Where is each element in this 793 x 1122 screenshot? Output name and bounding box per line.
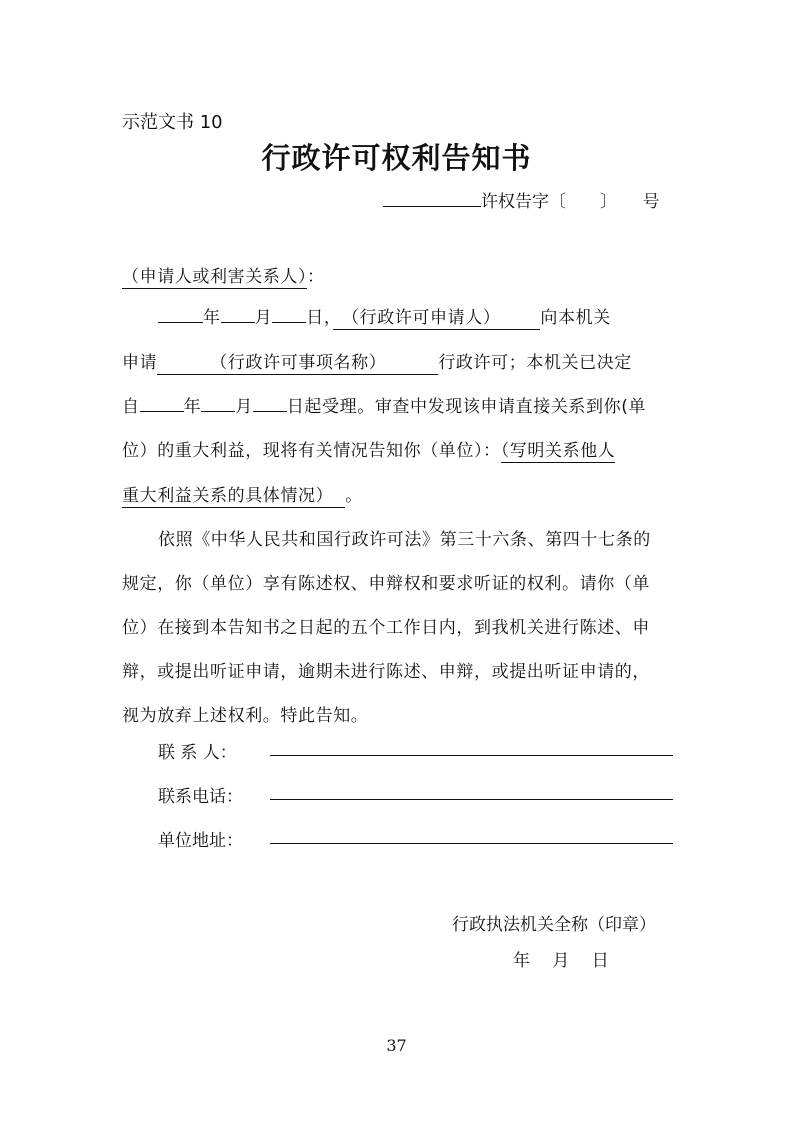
document-title: 行政许可权利告知书 bbox=[261, 141, 532, 175]
unit-address-label: 单位地址： bbox=[158, 831, 243, 851]
para1-line5 bbox=[122, 481, 363, 506]
contact-phone-label: 联系电话： bbox=[158, 787, 243, 807]
situation-field-a: （写明关系他人 bbox=[500, 441, 616, 461]
month2-label: 月 bbox=[235, 397, 253, 417]
agency-seal-line: 行政执法机关全称（印章） bbox=[452, 915, 656, 935]
para1-line4 bbox=[122, 436, 615, 461]
signoff-date: 年 月 日 bbox=[513, 951, 609, 971]
item-name-field: （行政许可事项名称） bbox=[157, 353, 438, 375]
para1-line2 bbox=[122, 348, 632, 373]
from-text: 自 bbox=[122, 397, 140, 417]
addressee-line bbox=[122, 262, 325, 287]
apply-text: 申请 bbox=[122, 353, 158, 373]
docno-blank bbox=[383, 188, 481, 207]
para1-line3 bbox=[122, 392, 646, 417]
day-blank bbox=[272, 304, 306, 323]
year2-blank bbox=[140, 393, 184, 412]
para2-line4: 辩，或提出听证申请，逾期未进行陈述、申辩，或提出听证申请的， bbox=[122, 662, 650, 682]
para2-line5: 视为放弃上述权利。特此告知。 bbox=[122, 706, 369, 726]
situation-field-b: 重大利益关系的具体情况） bbox=[122, 486, 345, 508]
addressee: （申请人或利害关系人） bbox=[122, 267, 308, 287]
contact-phone-field[interactable] bbox=[270, 799, 673, 800]
para2-line3: 位）在接到本告知书之日起的五个工作日内，到我机关进行陈述、申 bbox=[122, 618, 650, 638]
addressee-suffix: ： bbox=[307, 267, 325, 287]
contact-person-label: 联 系 人： bbox=[158, 743, 237, 763]
permit-decided-text: 行政许可；本机关已决定 bbox=[438, 353, 632, 373]
month-blank bbox=[221, 304, 255, 323]
para1-line4-text: 位）的重大利益，现将有关情况告知你（单位）： bbox=[122, 441, 501, 461]
contact-person-field[interactable] bbox=[270, 755, 673, 756]
year2-label: 年 bbox=[183, 397, 202, 417]
month2-blank bbox=[201, 393, 235, 412]
docno-text: 许权告字〔 〕 号 bbox=[481, 192, 660, 212]
para1-line1 bbox=[158, 303, 611, 328]
para1-end: 。 bbox=[345, 486, 363, 506]
day-label: 日， bbox=[306, 308, 333, 328]
year-blank bbox=[158, 304, 203, 323]
to-agency-text: 向本机关 bbox=[540, 308, 611, 328]
accepted-text: 日起受理。审查中发现该申请直接关系到你(单 bbox=[286, 397, 647, 417]
day2-blank bbox=[253, 393, 287, 412]
para2-line1: 依照《中华人民共和国行政许可法》第三十六条、第四十七条的 bbox=[158, 530, 651, 550]
year-label: 年 bbox=[203, 308, 221, 328]
sample-label: 示范文书 10 bbox=[122, 112, 223, 133]
unit-address-field[interactable] bbox=[270, 843, 673, 844]
page-number: 37 bbox=[386, 1036, 407, 1055]
para2-line2: 规定，你（单位）享有陈述权、申辩权和要求听证的权利。请你（单 bbox=[122, 574, 650, 594]
document-number bbox=[383, 187, 660, 212]
month-label: 月 bbox=[254, 308, 273, 328]
applicant-field: （行政许可申请人） bbox=[333, 308, 541, 330]
